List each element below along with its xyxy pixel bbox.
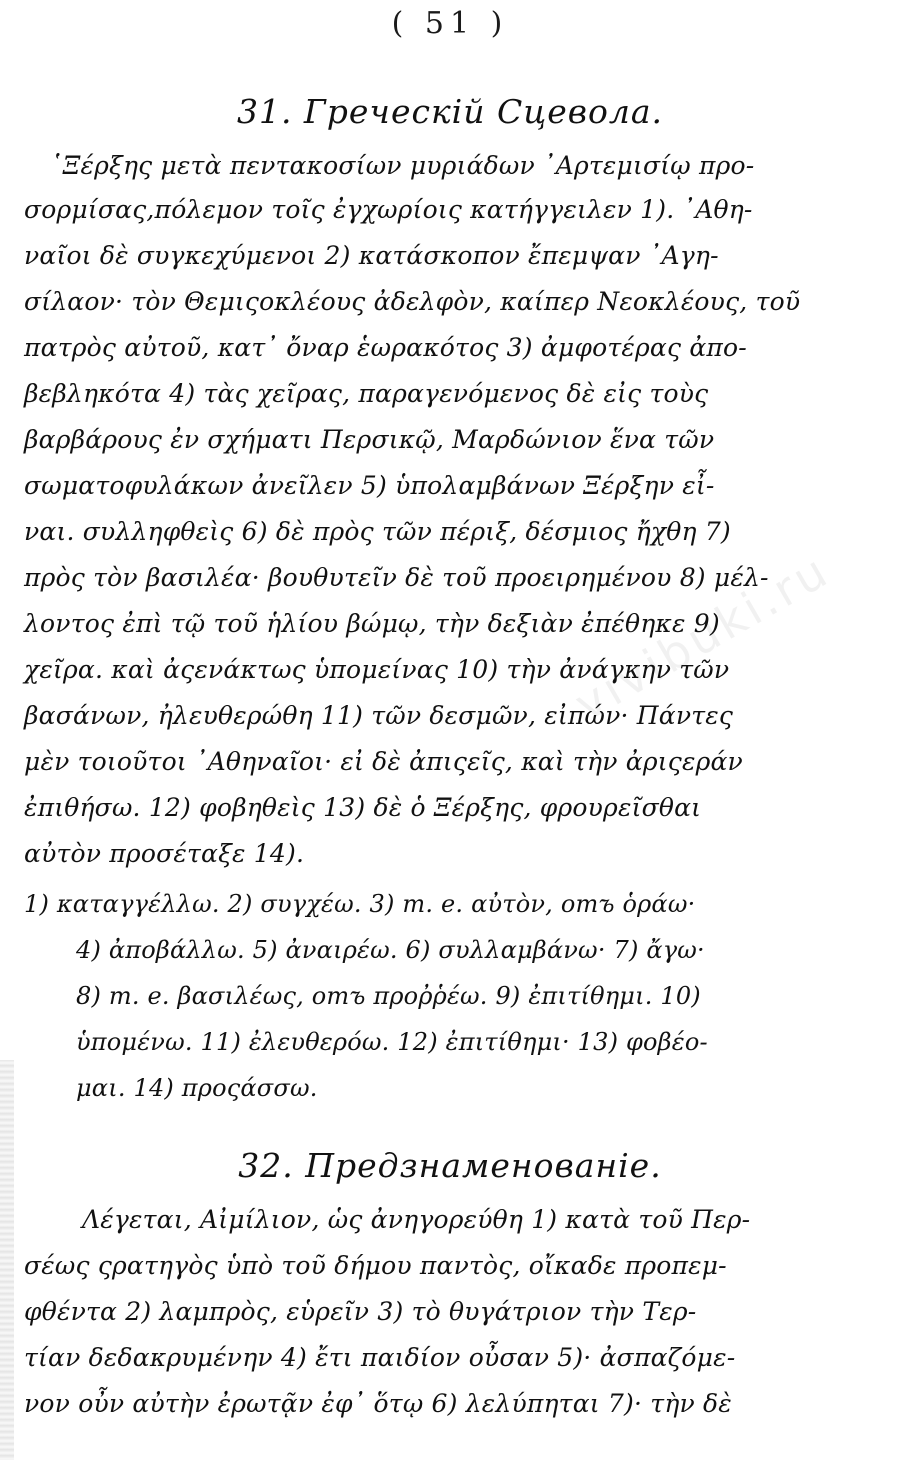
section-31-line: πρὸς τὸν βασιλέα· βουθυτεῖν δὲ τοῦ προειρημένου 8) μέλ- (24, 563, 769, 592)
section-31-line: βαρβάρους ἐν σχήματι Περσικῷ, Μαρδώνιον ἕνα τῶν (24, 425, 715, 454)
footnote-line: 1) καταγγέλλω. 2) συγχέω. 3) т. е. αὐτὸν, отъ ὁράω· (24, 890, 696, 918)
section-31-line: σορμίσας,πόλεμον τοῖς ἐγχωρίοις κατήγγειλεν 1). ᾿Αθη- (24, 195, 753, 224)
section-32-heading: 32. Предзнаменованіе. (238, 1146, 662, 1185)
section-31-line: χεῖρα. καὶ ἀςενάκτως ὑπομείνας 10) τὴν ἀνάγκην τῶν (24, 655, 730, 684)
section-31-line: βεβληκότα 4) τὰς χεῖρας, παραγενόμενος δὲ εἰς τοὺς (24, 379, 709, 408)
section-32-line: τίαν δεδακρυμένην 4) ἔτι παιδίον οὖσαν 5)· ἀσπαζόμε- (24, 1343, 736, 1372)
section-31-line: πατρὸς αὐτοῦ, κατ᾿ ὄναρ ἑωρακότος 3) ἀμφοτέρας ἀπο- (24, 333, 747, 362)
section-32-line: σέως ςρατηγὸς ὑπὸ τοῦ δήμου παντὸς, οἴκαδε προπεμ- (24, 1251, 727, 1280)
section-31-line: βασάνων, ἠλευθερώθη 11) τῶν δεσμῶν, εἰπών· Πάντες (24, 701, 734, 730)
section-31-line: λοντος ἐπὶ τῷ τοῦ ἡλίου βώμῳ, τὴν δεξιὰν ἐπέθηκε 9) (24, 609, 720, 638)
section-31-line: ναι. συλληφθεὶς 6) δὲ πρὸς τῶν πέριξ, δέσμιος ἤχθη 7) (24, 517, 731, 546)
footnote-line: μαι. 14) προςάσσω. (76, 1074, 318, 1102)
section-31-line: μὲν τοιοῦτοι ᾿Αθηναῖοι· εἰ δὲ ἀπιςεῖς, καὶ τὴν ἀριςεράν (24, 747, 743, 776)
section-31-heading: 31. Греческій Сцевола. (236, 92, 664, 131)
section-32-line: Λέγεται, Αἰμίλιον, ὡς ἀνηγορεύθη 1) κατὰ τοῦ Περ- (82, 1205, 751, 1234)
footnote-line: 4) ἀποβάλλω. 5) ἀναιρέω. 6) συλλαμβάνω· 7) ἄγω· (76, 936, 705, 964)
section-31-line: ῾Ξέρξης μετὰ πεντακοσίων μυριάδων ᾿Αρτεμισίῳ προ- (50, 151, 755, 180)
section-31-line: ἐπιθήσω. 12) φοβηθεὶς 13) δὲ ὁ Ξέρξης, φρουρεῖσθαι (24, 793, 702, 822)
section-32-line: φθέντα 2) λαμπρὸς, εὑρεῖν 3) τὸ θυγάτριον τὴν Τερ- (24, 1297, 697, 1326)
section-31-line: σωματοφυλάκων ἀνεῖλεν 5) ὑπολαμβάνων Ξέρξην εἶ- (24, 471, 715, 500)
footnote-line: 8) т. е. βασιλέως, отъ προῤῥέω. 9) ἐπιτίθημι. 10) (76, 982, 701, 1010)
page-spine-shadow (0, 1060, 14, 1460)
page-number: ( 51 ) (391, 6, 509, 41)
section-32-line: νον οὖν αὐτὴν ἐρωτᾷν ἐφ᾿ ὅτῳ 6) λελύπηται 7)· τὴν δὲ (24, 1389, 732, 1418)
section-31-line: αὐτὸν προσέταξε 14). (24, 839, 305, 868)
section-31-line: ναῖοι δὲ συγκεχύμενοι 2) κατάσκοπον ἔπεμψαν ᾿Αγη- (24, 241, 719, 270)
section-31-line: σίλαον· τὸν Θεμιςοκλέους ἀδελφὸν, καίπερ Νεοκλέους, τοῦ (24, 287, 801, 316)
watermark-text: vivibuki.ru (565, 542, 839, 732)
footnote-line: ὑπομένω. 11) ἐλευθερόω. 12) ἐπιτίθημι· 13) φοβέο- (76, 1028, 708, 1056)
